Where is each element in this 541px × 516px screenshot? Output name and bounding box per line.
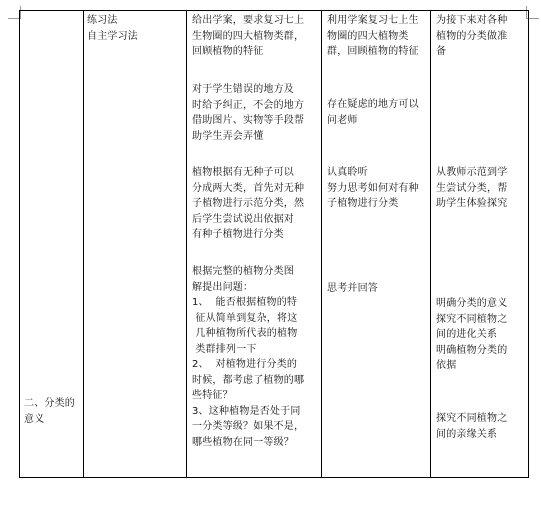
teaching-methods: 练习法 自主学习法 [87, 15, 138, 42]
student-activity: 思考并回答 [327, 283, 378, 294]
stage-label: 二、分类的 意义 [24, 398, 75, 425]
student-activity: 利用学案复习七上生 物圈的四大植物类 群，回顾植物的特征 [327, 15, 419, 57]
design-intent-cell [431, 11, 529, 478]
teacher-activity: 对于学生错误的地方及 时给予纠正，不会的地方 借助图片、实物等手段帮 助学生弄会弄懂 [192, 84, 305, 142]
stage-cell [20, 11, 84, 478]
design-intent: 探究不同植物之 间的亲缘关系 [436, 413, 508, 440]
lesson-plan-table [19, 10, 529, 478]
student-activity-cell [322, 11, 431, 478]
design-intent: 为接下来对各种 植物的分类做准 备 [436, 15, 508, 57]
table-row [20, 11, 529, 478]
teacher-activity-cell [187, 11, 322, 478]
teacher-activity: 根据完整的植物分类图 解提出问题： 1、 能否根据植物的特 征从简单到复杂，将这 几种植物所代表的植物 类群排列一下 2、 对植物进行分类的 时候，都考虑了植物的哪 些特征？ 3、这种植物是否处于同 一分类等级？如果不是， 哪些植物在同一等级？ [192, 266, 305, 448]
student-activity: 存在疑虑的地方可以 问老师 [327, 99, 419, 126]
teacher-activity: 给出学案，要求复习七上 生物圈的四大植物类群， 回顾植物的特征 [192, 15, 305, 57]
design-intent: 明确分类的意义 探究不同植物之 间的进化关系 明确植物分类的 依据 [436, 298, 508, 371]
method-cell [84, 11, 187, 478]
teacher-activity: 植物根据有无种子可以 分成两大类，首先对无种 子植物进行示范分类，然 后学生尝试说出依据对 有种子植物进行分类 [192, 167, 305, 240]
student-activity: 认真聆听 努力思考如何对有种 子植物进行分类 [327, 167, 419, 209]
design-intent: 从教师示范到学 生尝试分类，帮 助学生体验探究 [436, 167, 508, 209]
